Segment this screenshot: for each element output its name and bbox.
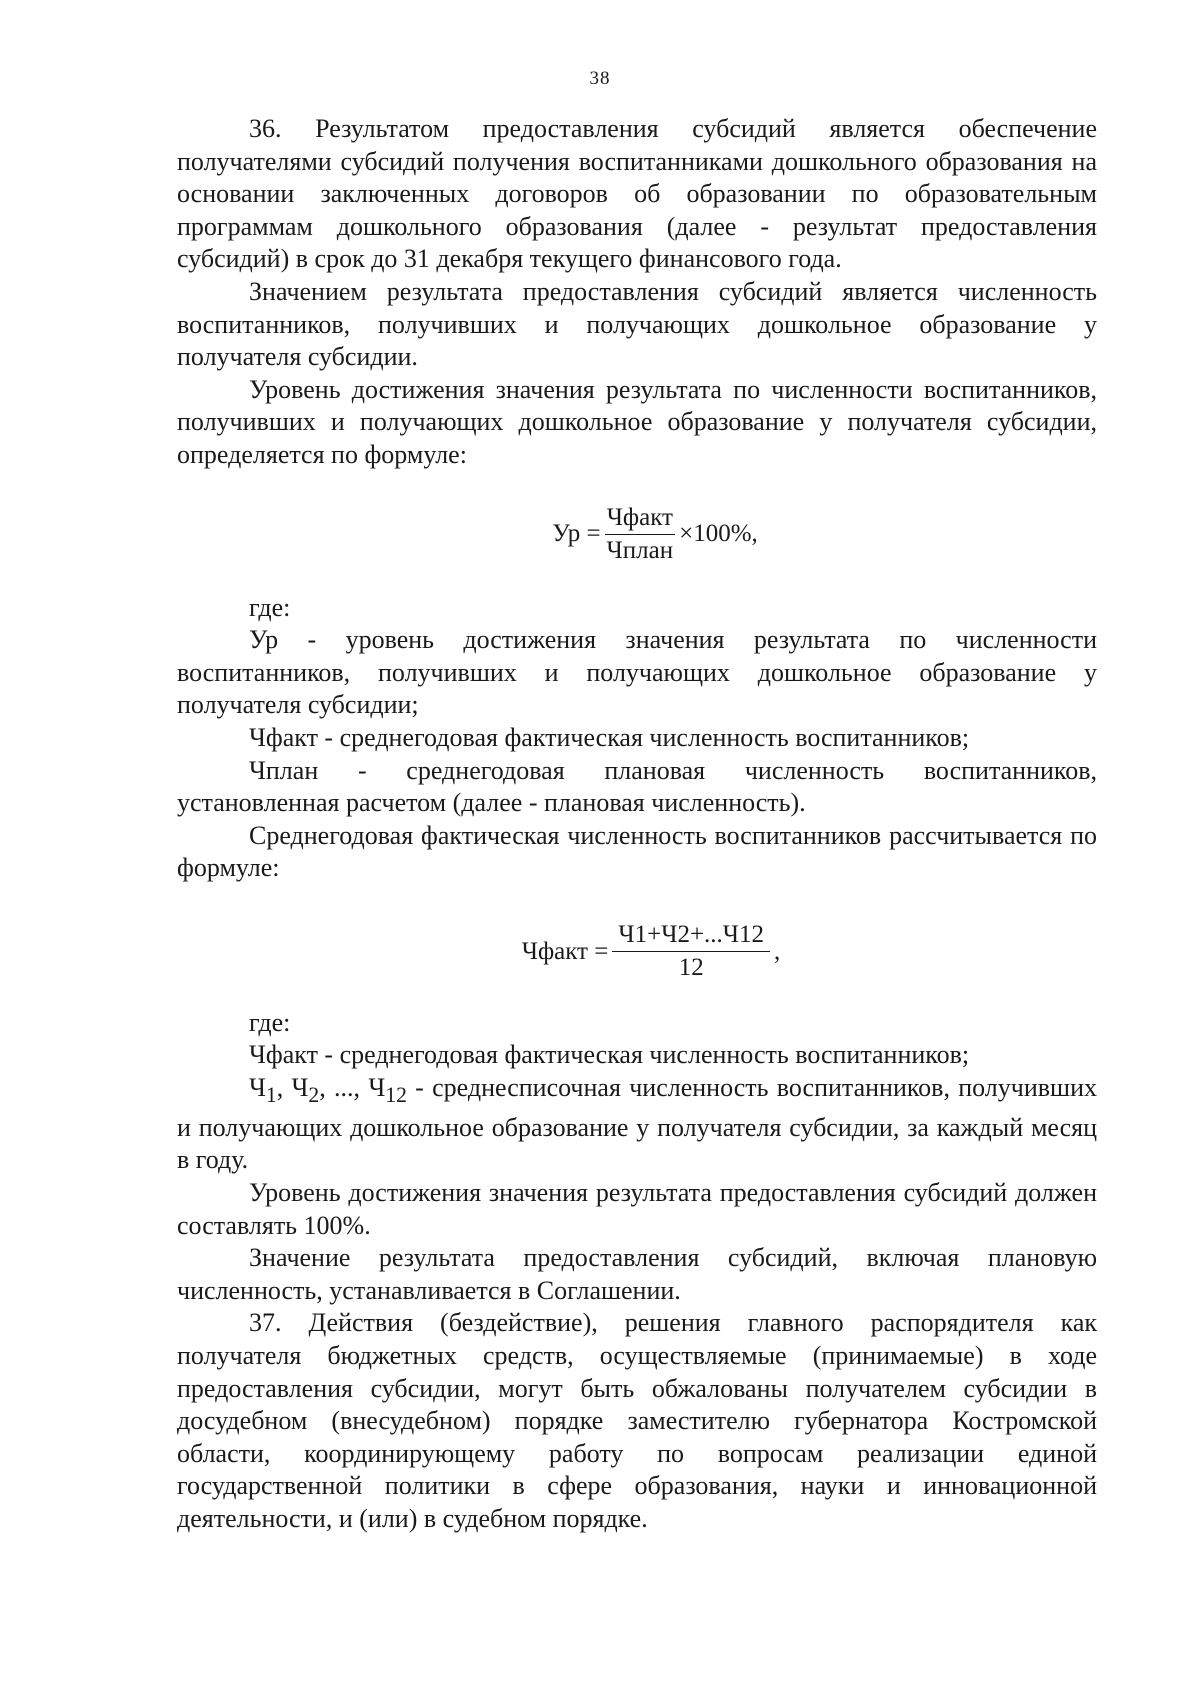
monthly-definition-text: - среднесписочная численность воспитанников, получивших и получающих дошкольное образование у получателя субсидии, за каждый месяц в году. [177, 1073, 1097, 1175]
formula-level-lhs: Ур = [552, 520, 601, 548]
formula-level-numerator: Чфакт [605, 504, 675, 535]
where-label-1: где: [249, 592, 291, 622]
paragraph-avg-intro: Среднегодовая фактическая численность воспитанников рассчитывается по формуле: [177, 820, 1097, 883]
paragraph-37: 37. Действия (бездействие), решения главного распорядителя как получателя бюджетных средств, осуществляемые (принимаемые) в ходе предоставления субсидии, могут быть обжалованы получателем субсидии в досудебном (внесудебном) порядке заместителю губернатора Костромской области, координирующему работу по вопросам реализации единой государственной политики в сфере образования, науки и инновационной деятельности, и (или) в судебном порядке. [177, 1308, 1097, 1533]
formula-average [177, 897, 1097, 1007]
paragraph-agreement: Значение результата предоставления субсидий, включая плановую численность, устанавливается в Соглашении. [177, 1243, 1097, 1305]
monthly-symbol-1: Ч [249, 1073, 266, 1103]
definition-chfakt: Чфакт - среднегодовая фактическая численность воспитанников; [249, 722, 970, 752]
definition-monthly [177, 1072, 1097, 1177]
page-number: 38 [589, 68, 611, 89]
formula-level-denominator: Чплан [606, 537, 674, 565]
formula-average-fraction [612, 921, 770, 982]
formula-average-numerator: Ч1+Ч2+...Ч12 [612, 921, 770, 952]
definition-chplan: Чплан - среднегодовая плановая численность воспитанников, установленная расчетом (далее - плановая численность). [177, 755, 1097, 818]
definition-ur: Ур - уровень достижения значения результата по численности воспитанников, получивших и получающих дошкольное образование у получателя субсидии; [177, 625, 1097, 720]
paragraph-36: 36. Результатом предоставления субсидий является обеспечение получателями субсидий получения воспитанниками дошкольного образования на основании заключенных договоров об образовании по образовательным программам дошкольного образования (далее - результат предоставления субсидий) в срок до 31 декабря текущего финансового года. [177, 114, 1097, 274]
formula-average-lhs: Чфакт = [521, 937, 609, 965]
monthly-symbol-2: , Ч [276, 1073, 309, 1103]
formula-average-denominator: 12 [678, 954, 704, 982]
paragraph-level-requirement: Уровень достижения значения результата предоставления субсидий должен составлять 100%. [177, 1178, 1097, 1240]
definition-chfakt-2: Чфакт - среднегодовая фактическая численность воспитанников; [249, 1040, 970, 1070]
document-body [177, 113, 1097, 1536]
paragraph-level-intro: Уровень достижения значения результата по численности воспитанников, получивших и получающих дошкольное образование у получателя субсидии, определяется по формуле: [177, 374, 1097, 469]
formula-level-fraction [605, 504, 676, 565]
monthly-subscript-1: 1 [265, 1083, 277, 1108]
where-label-2: где: [249, 1007, 291, 1037]
formula-average-rhs: , [774, 937, 781, 965]
formula-level-rhs: ×100%, [679, 520, 758, 548]
monthly-subscript-3: 12 [385, 1083, 407, 1108]
monthly-symbol-3: , ..., Ч [319, 1073, 386, 1103]
formula-level [177, 478, 1097, 592]
paragraph-result-value: Значением результата предоставления субсидий является численность воспитанников, получивших и получающих дошкольное образование у получателя субсидии. [177, 276, 1097, 372]
monthly-subscript-2: 2 [308, 1083, 320, 1108]
